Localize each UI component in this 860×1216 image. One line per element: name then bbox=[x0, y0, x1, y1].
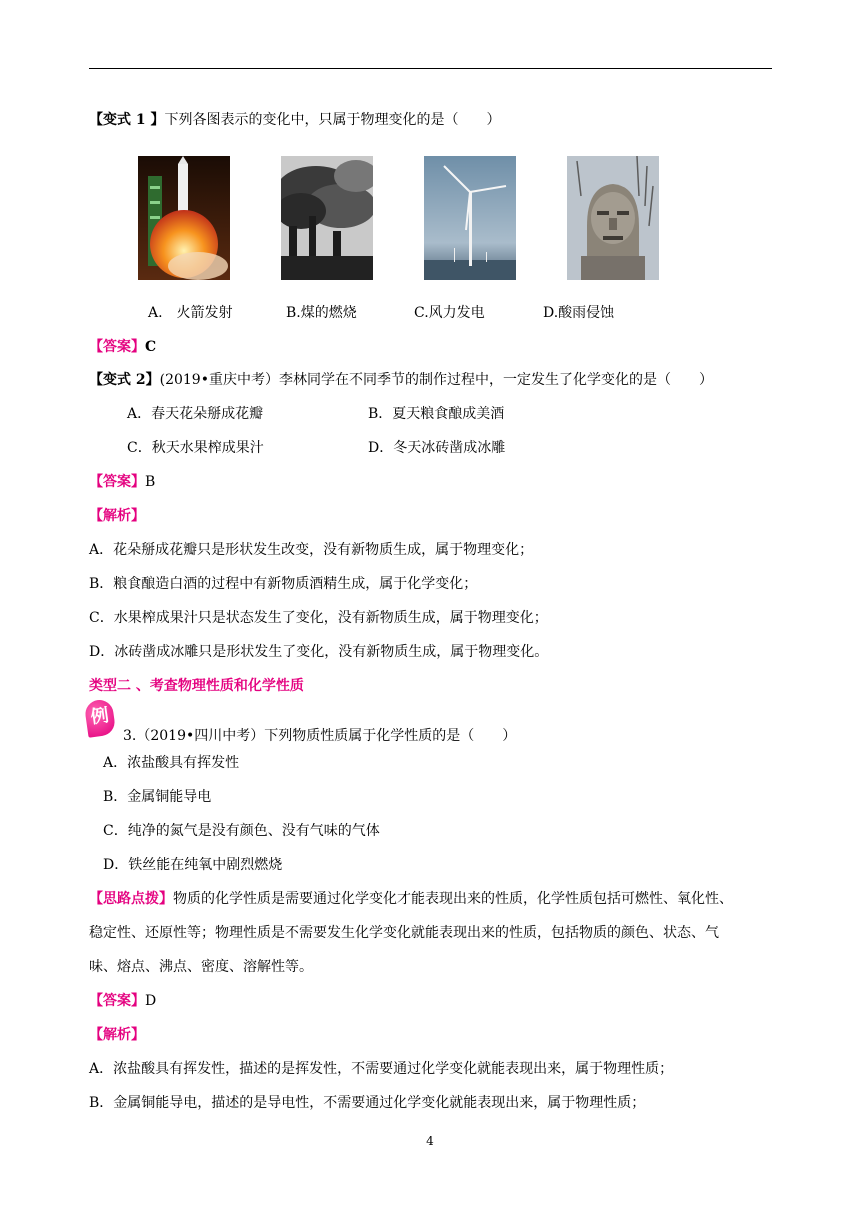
variant2-analysis-b: B．粮食酿造白酒的过程中有新物质酒精生成，属于化学变化； bbox=[89, 576, 478, 592]
image-caption-a: A. 火箭发射 bbox=[148, 305, 233, 321]
example3-analysis-label: 【解析】 bbox=[89, 1027, 145, 1043]
variant2-option-d: D．冬天冰砖凿成冰雕 bbox=[368, 440, 506, 456]
wind-turbine-photo bbox=[424, 156, 516, 280]
variant2-question: 【变式 2】(2019•重庆中考）李林同学在不同季节的制作过程中，一定发生了化学变化的是（ ） bbox=[89, 372, 713, 388]
rocket-launch-photo bbox=[138, 156, 230, 280]
variant2-analysis-d: D．冰砖凿成冰雕只是形状发生了变化，没有新物质生成，属于物理变化。 bbox=[89, 644, 549, 660]
example3-option-b: B．金属铜能导电 bbox=[103, 789, 212, 805]
example3-analysis-b: B．金属铜能导电，描述的是导电性，不需要通过化学变化就能表现出来，属于物理性质； bbox=[89, 1095, 646, 1111]
variant2-option-a: A．春天花朵掰成花瓣 bbox=[127, 406, 264, 422]
example3-hint-line-3: 味、熔点、沸点、密度、溶解性等。 bbox=[89, 959, 313, 975]
image-caption-c: C.风力发电 bbox=[414, 305, 485, 321]
example3-option-a: A．浓盐酸具有挥发性 bbox=[103, 755, 240, 771]
example3-question: 3.（2019•四川中考）下列物质性质属于化学性质的是（ ） bbox=[123, 728, 517, 744]
smokestacks-photo bbox=[281, 156, 373, 280]
section-title: 类型二 、考查物理性质和化学性质 bbox=[89, 678, 304, 694]
variant2-answer: 【答案】B bbox=[89, 474, 156, 490]
example3-hint-line-2: 稳定性、还原性等；物理性质是不需要发生化学变化就能表现出来的性质，包括物质的颜色、状态、气 bbox=[89, 925, 719, 941]
example3-option-c: C．纯净的氮气是没有颜色、没有气味的气体 bbox=[103, 823, 380, 839]
variant2-analysis-label: 【解析】 bbox=[89, 508, 145, 524]
page-number: 4 bbox=[426, 1134, 434, 1148]
header-rule bbox=[89, 68, 772, 69]
variant1-answer: 【答案】C bbox=[89, 339, 157, 355]
variant2-option-b: B．夏天粮食酿成美酒 bbox=[368, 406, 505, 422]
eroded-statue-photo bbox=[567, 156, 659, 280]
example3-analysis-a: A．浓盐酸具有挥发性，描述的是挥发性，不需要通过化学变化就能表现出来，属于物理性质； bbox=[89, 1061, 674, 1077]
variant2-analysis-c: C．水果榨成果汁只是状态发生了变化，没有新物质生成，属于物理变化； bbox=[89, 610, 548, 626]
variant2-option-c: C．秋天水果榨成果汁 bbox=[127, 440, 264, 456]
example-badge-icon: 例 bbox=[84, 698, 117, 738]
example3-hint-line-1: 【思路点拨】物质的化学性质是需要通过化学变化才能表现出来的性质，化学性质包括可燃性、氧化性、 bbox=[89, 891, 733, 907]
example3-option-d: D．铁丝能在纯氧中剧烈燃烧 bbox=[103, 857, 283, 873]
image-caption-b: B.煤的燃烧 bbox=[286, 305, 357, 321]
image-caption-d: D.酸雨侵蚀 bbox=[543, 305, 615, 321]
example3-answer: 【答案】D bbox=[89, 993, 157, 1009]
variant1-question: 【变式 1 】下列各图表示的变化中，只属于物理变化的是（ ） bbox=[89, 112, 501, 128]
variant2-analysis-a: A．花朵掰成花瓣只是形状发生改变，没有新物质生成，属于物理变化； bbox=[89, 542, 534, 558]
